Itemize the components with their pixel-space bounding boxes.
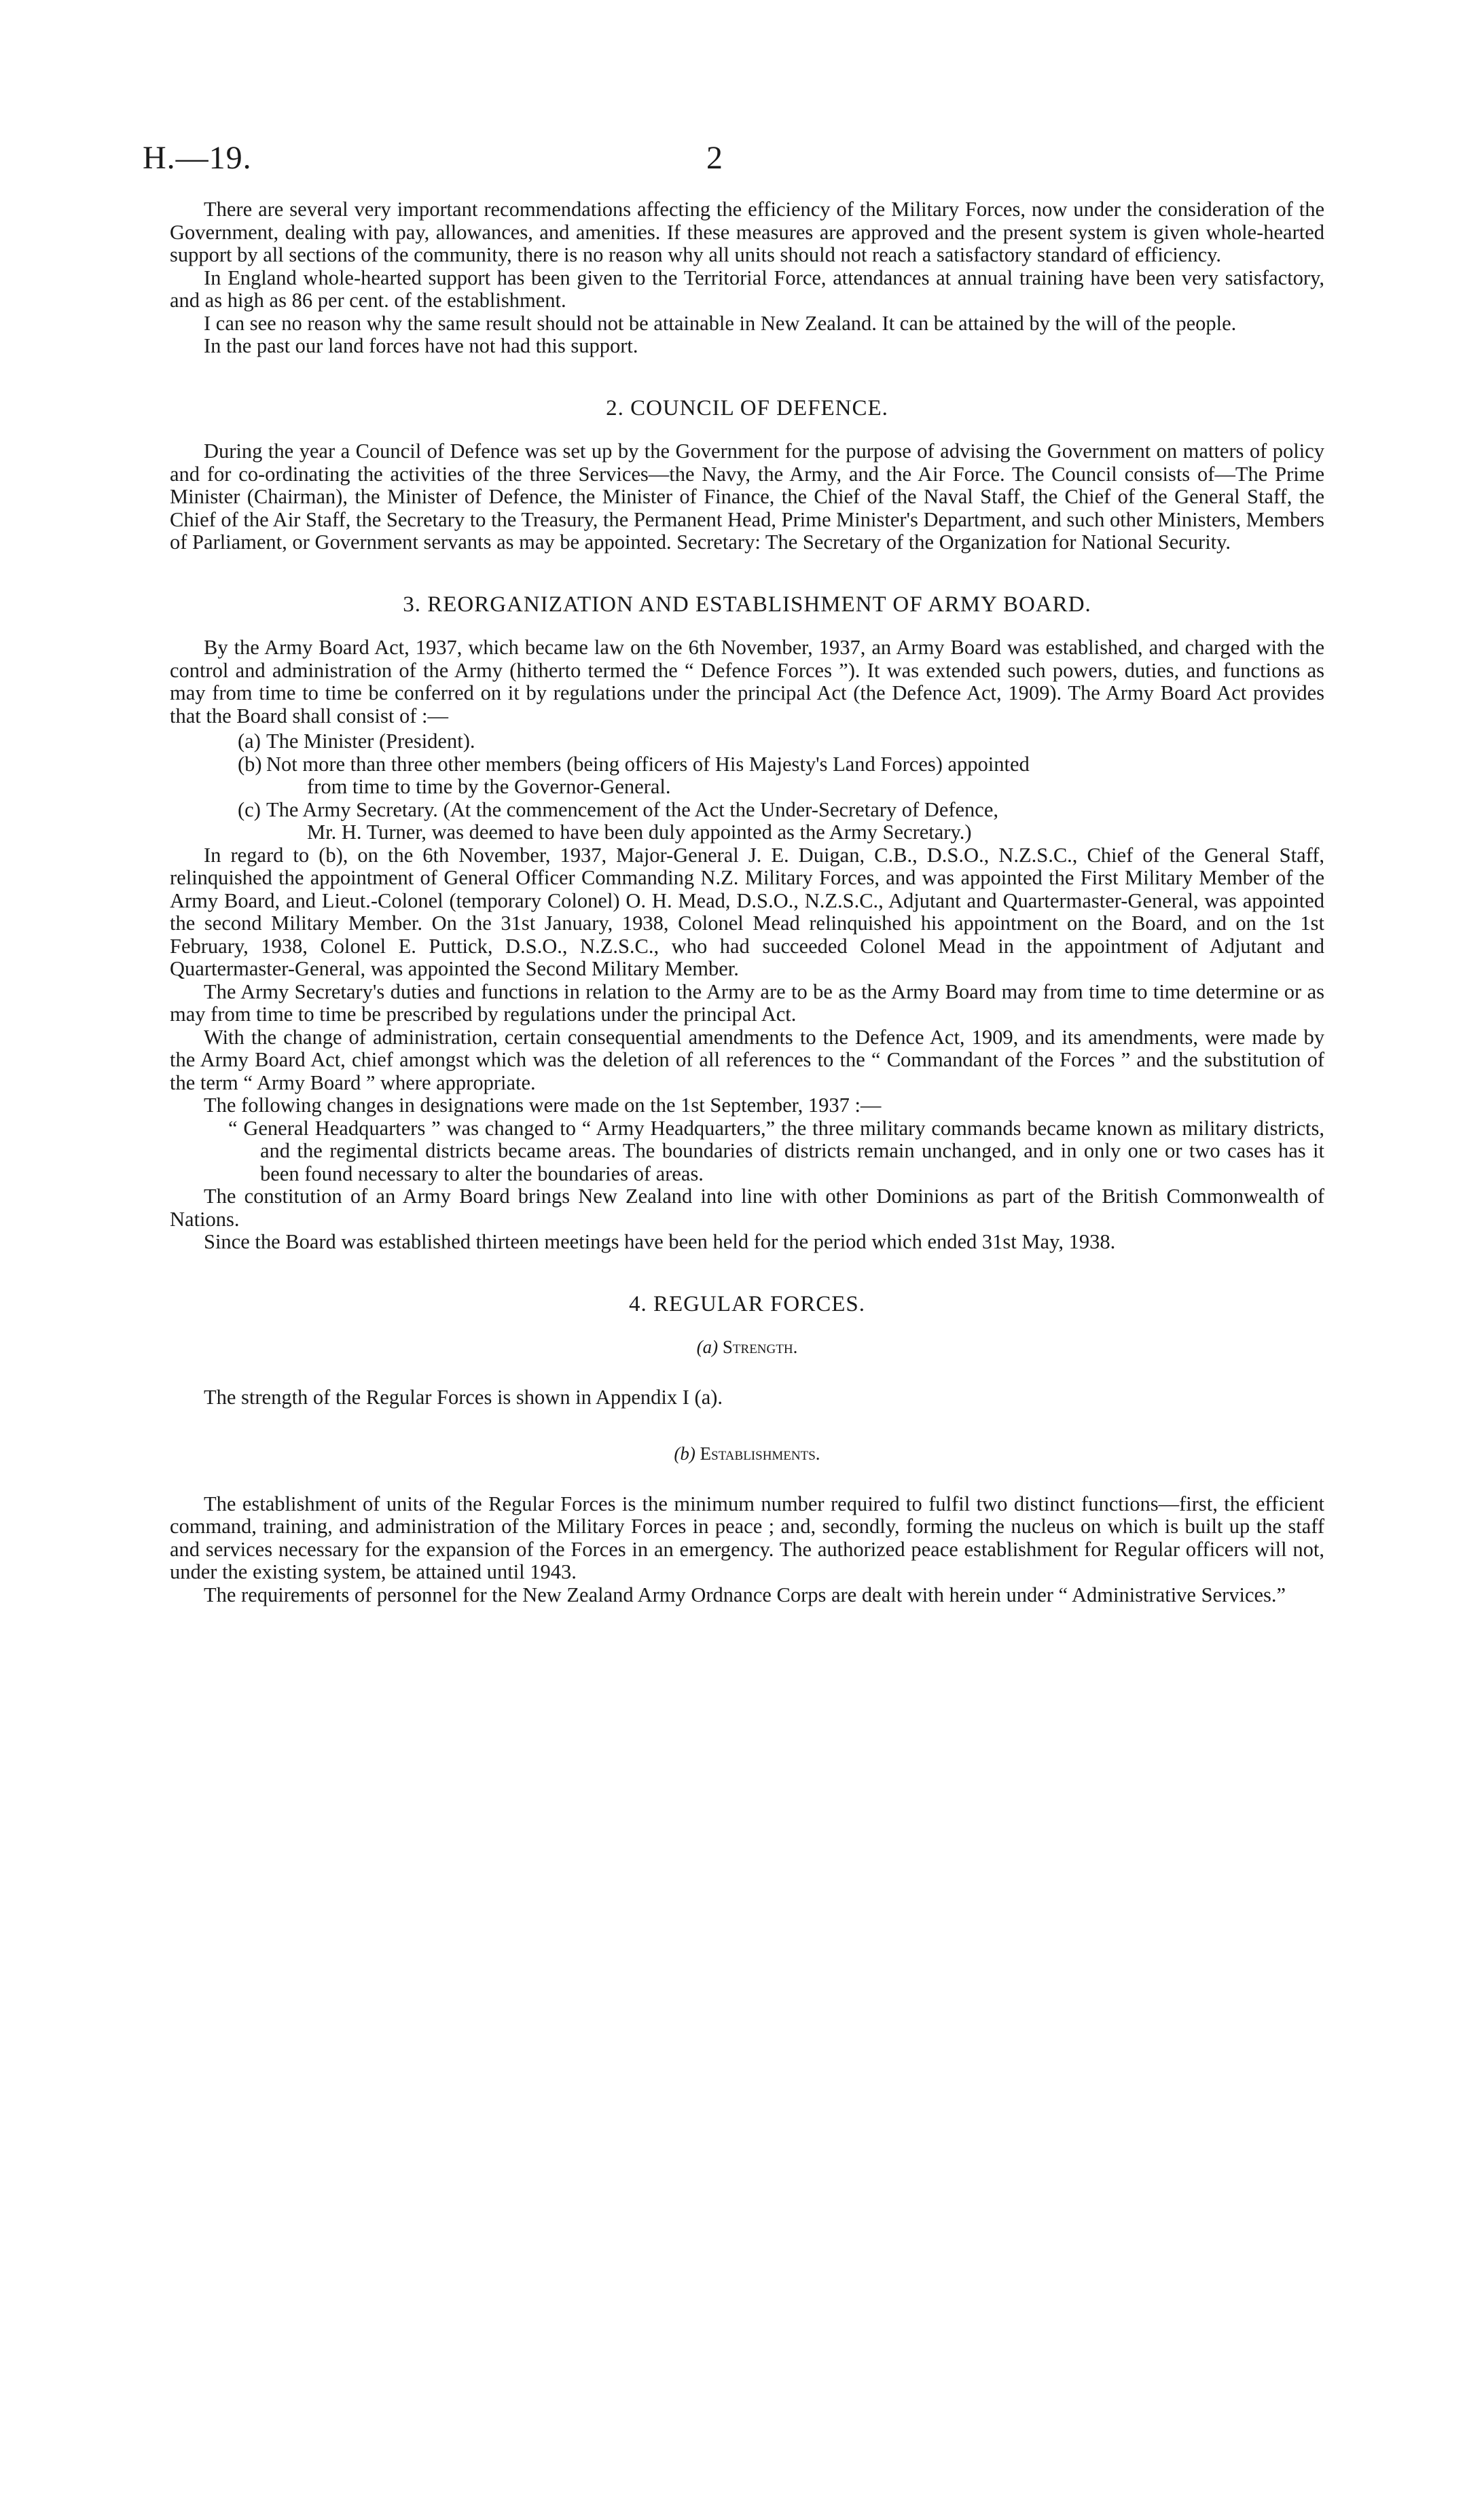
list-item-continuation: Mr. H. Turner, was deemed to have been duly appointed as the Army Secretary.) — [307, 821, 972, 844]
army-board-paragraph: In regard to (b), on the 6th November, 1937, Major-General J. E. Duigan, C.B., D.S.O., N.Z.S.C., Chief of the General Staff, relinquished the appointment of General Officer Commanding N.Z. Military Forces, and was appointed the First Military Member of the Army Board, and Lieut.-Colonel (temporary Colonel) O. H. Mead, D.S.O., N.Z.S.C., Adjutant and Quartermaster-General, was appointed the second Military Member. On the 31st January, 1938, Colonel Mead relinquished his appointment on the Board, and on the 1st February, 1938, Colonel E. Puttick, D.S.O., N.Z.S.C., who had succeeded Colonel Mead in the appointment of Adjutant and Quartermaster-General, was appointed the Second Military Member. — [170, 843, 1324, 980]
intro-paragraph: I can see no reason why the same result should not be attainable in New Zealand. It can be attained by the will of the people. — [204, 311, 1237, 335]
board-composition-list — [170, 730, 1324, 844]
page-header — [0, 139, 1484, 187]
establishments-paragraph: The requirements of personnel for the New Zealand Army Ordnance Corps are dealt with herein under “ Administrative Services.” — [204, 1583, 1286, 1606]
intro-paragraph: There are several very important recommendations affecting the efficiency of the Military Forces, now under the consideration of the Government, dealing with pay, allowances, and amenities. If these measures are approved and the present system is given whole-hearted support by all sections of the community, there is no reason why all units should not reach a satisfactory standard of efficiency. — [170, 198, 1324, 266]
body-text — [170, 198, 1324, 1606]
list-item-text: The Army Secretary. (At the commencement of the Act the Under-Secretary of Defence, — [266, 797, 998, 821]
list-item — [170, 799, 1324, 844]
list-marker: (b) — [238, 752, 262, 776]
list-item-text: Not more than three other members (being officers of His Majesty's Land Forces) appointed — [266, 752, 1030, 776]
strength-paragraph: The strength of the Regular Forces is shown in Appendix I (a). — [204, 1385, 723, 1409]
list-item — [170, 730, 1324, 753]
page-number: 2 — [706, 140, 723, 176]
list-marker: (c) — [238, 797, 261, 821]
army-board-paragraph: With the change of administration, certain consequential amendments to the Defence Act, 1909, and its amendments, were made by the Army Board Act, chief amongst which was the deletion of all references to the “ Commandant of the Forces ” and the substitution of the term “ Army Board ” where appropriate. — [170, 1025, 1324, 1094]
council-paragraph: During the year a Council of Defence was set up by the Government for the purpose of advising the Government on matters of policy and for co-ordinating the activities of the three Services—the Navy, the Army, and the Air Force. The Council consists of—The Prime Minister (Chairman), the Minister of Defence, the Minister of Finance, the Chief of the Naval Staff, the Chief of the General Staff, the Chief of the Air Staff, the Secretary to the Treasury, the Permanent Head, Prime Minister's Department, and such other Ministers, Members of Parliament, or Government servants as may be appointed. Secretary: The Secretary of the Organization for National Security. — [170, 439, 1324, 554]
army-board-paragraph: The constitution of an Army Board brings New Zealand into line with other Dominions as part of the British Commonwealth of Nations. — [170, 1185, 1324, 1231]
list-marker: (a) — [238, 730, 261, 753]
section-heading-army-board: 3. REORGANIZATION AND ESTABLISHMENT OF ARMY BOARD. — [403, 592, 1091, 617]
subheading-label: (a) — [696, 1337, 719, 1357]
list-item-text: The Minister (President). — [266, 730, 475, 753]
establishments-paragraph: The establishment of units of the Regular Forces is the minimum number required to fulfil two distinct functions—first, the efficient command, training, and administration of the Military Forces in peace ; and, secondly, forming the nucleus on which is built up the staff and services necessary for the expansion of the Forces in an emergency. The authorized peace establishment for Regular officers will not, under the existing system, be attained until 1943. — [170, 1492, 1324, 1583]
list-item — [170, 753, 1324, 799]
subheading-title: Establishments. — [700, 1443, 820, 1464]
army-board-paragraph: By the Army Board Act, 1937, which became law on the 6th November, 1937, an Army Board was established, and charged with the control and administration of the Army (hitherto termed the “ Defence Forces ”). It was extended such powers, duties, and functions as may from time to time be conferred on it by regulations under the principal Act (the Defence Act, 1909). The Army Board Act provides that the Board shall consist of :— — [170, 636, 1324, 727]
section-heading-regular-forces: 4. REGULAR FORCES. — [628, 1291, 866, 1316]
intro-paragraph: In England whole-hearted support has been given to the Territorial Force, attendances at annual training have been very satisfactory, and as high as 86 per cent. of the establishment. — [170, 266, 1324, 312]
subheading-strength — [170, 1336, 1324, 1359]
subheading-label: (b) — [674, 1443, 695, 1464]
designation-changes-quote: “ General Headquarters ” was changed to “ Army Headquarters,” the three military commands became known as military districts, and the regimental districts became areas. The boundaries of districts remain unchanged, and in only one or two cases has it been found necessary to alter the boundaries of areas. — [228, 1116, 1324, 1185]
intro-paragraph: In the past our land forces have not had this support. — [204, 334, 638, 357]
list-item-continuation: from time to time by the Governor-General. — [307, 775, 671, 798]
section-heading-council-of-defence: 2. COUNCIL OF DEFENCE. — [606, 395, 888, 420]
army-board-paragraph: The Army Secretary's duties and functions in relation to the Army are to be as the Army Board may from time to time determine or as may from time to time be prescribed by regulations under the principal Act. — [170, 979, 1324, 1026]
army-board-paragraph: The following changes in designations were made on the 1st September, 1937 :— — [204, 1094, 882, 1117]
army-board-paragraph: Since the Board was established thirteen meetings have been held for the period which ended 31st May, 1938. — [204, 1230, 1116, 1253]
subheading-establishments — [170, 1443, 1324, 1466]
subheading-title: Strength. — [722, 1337, 798, 1357]
document-reference: H.—19. — [143, 140, 252, 176]
